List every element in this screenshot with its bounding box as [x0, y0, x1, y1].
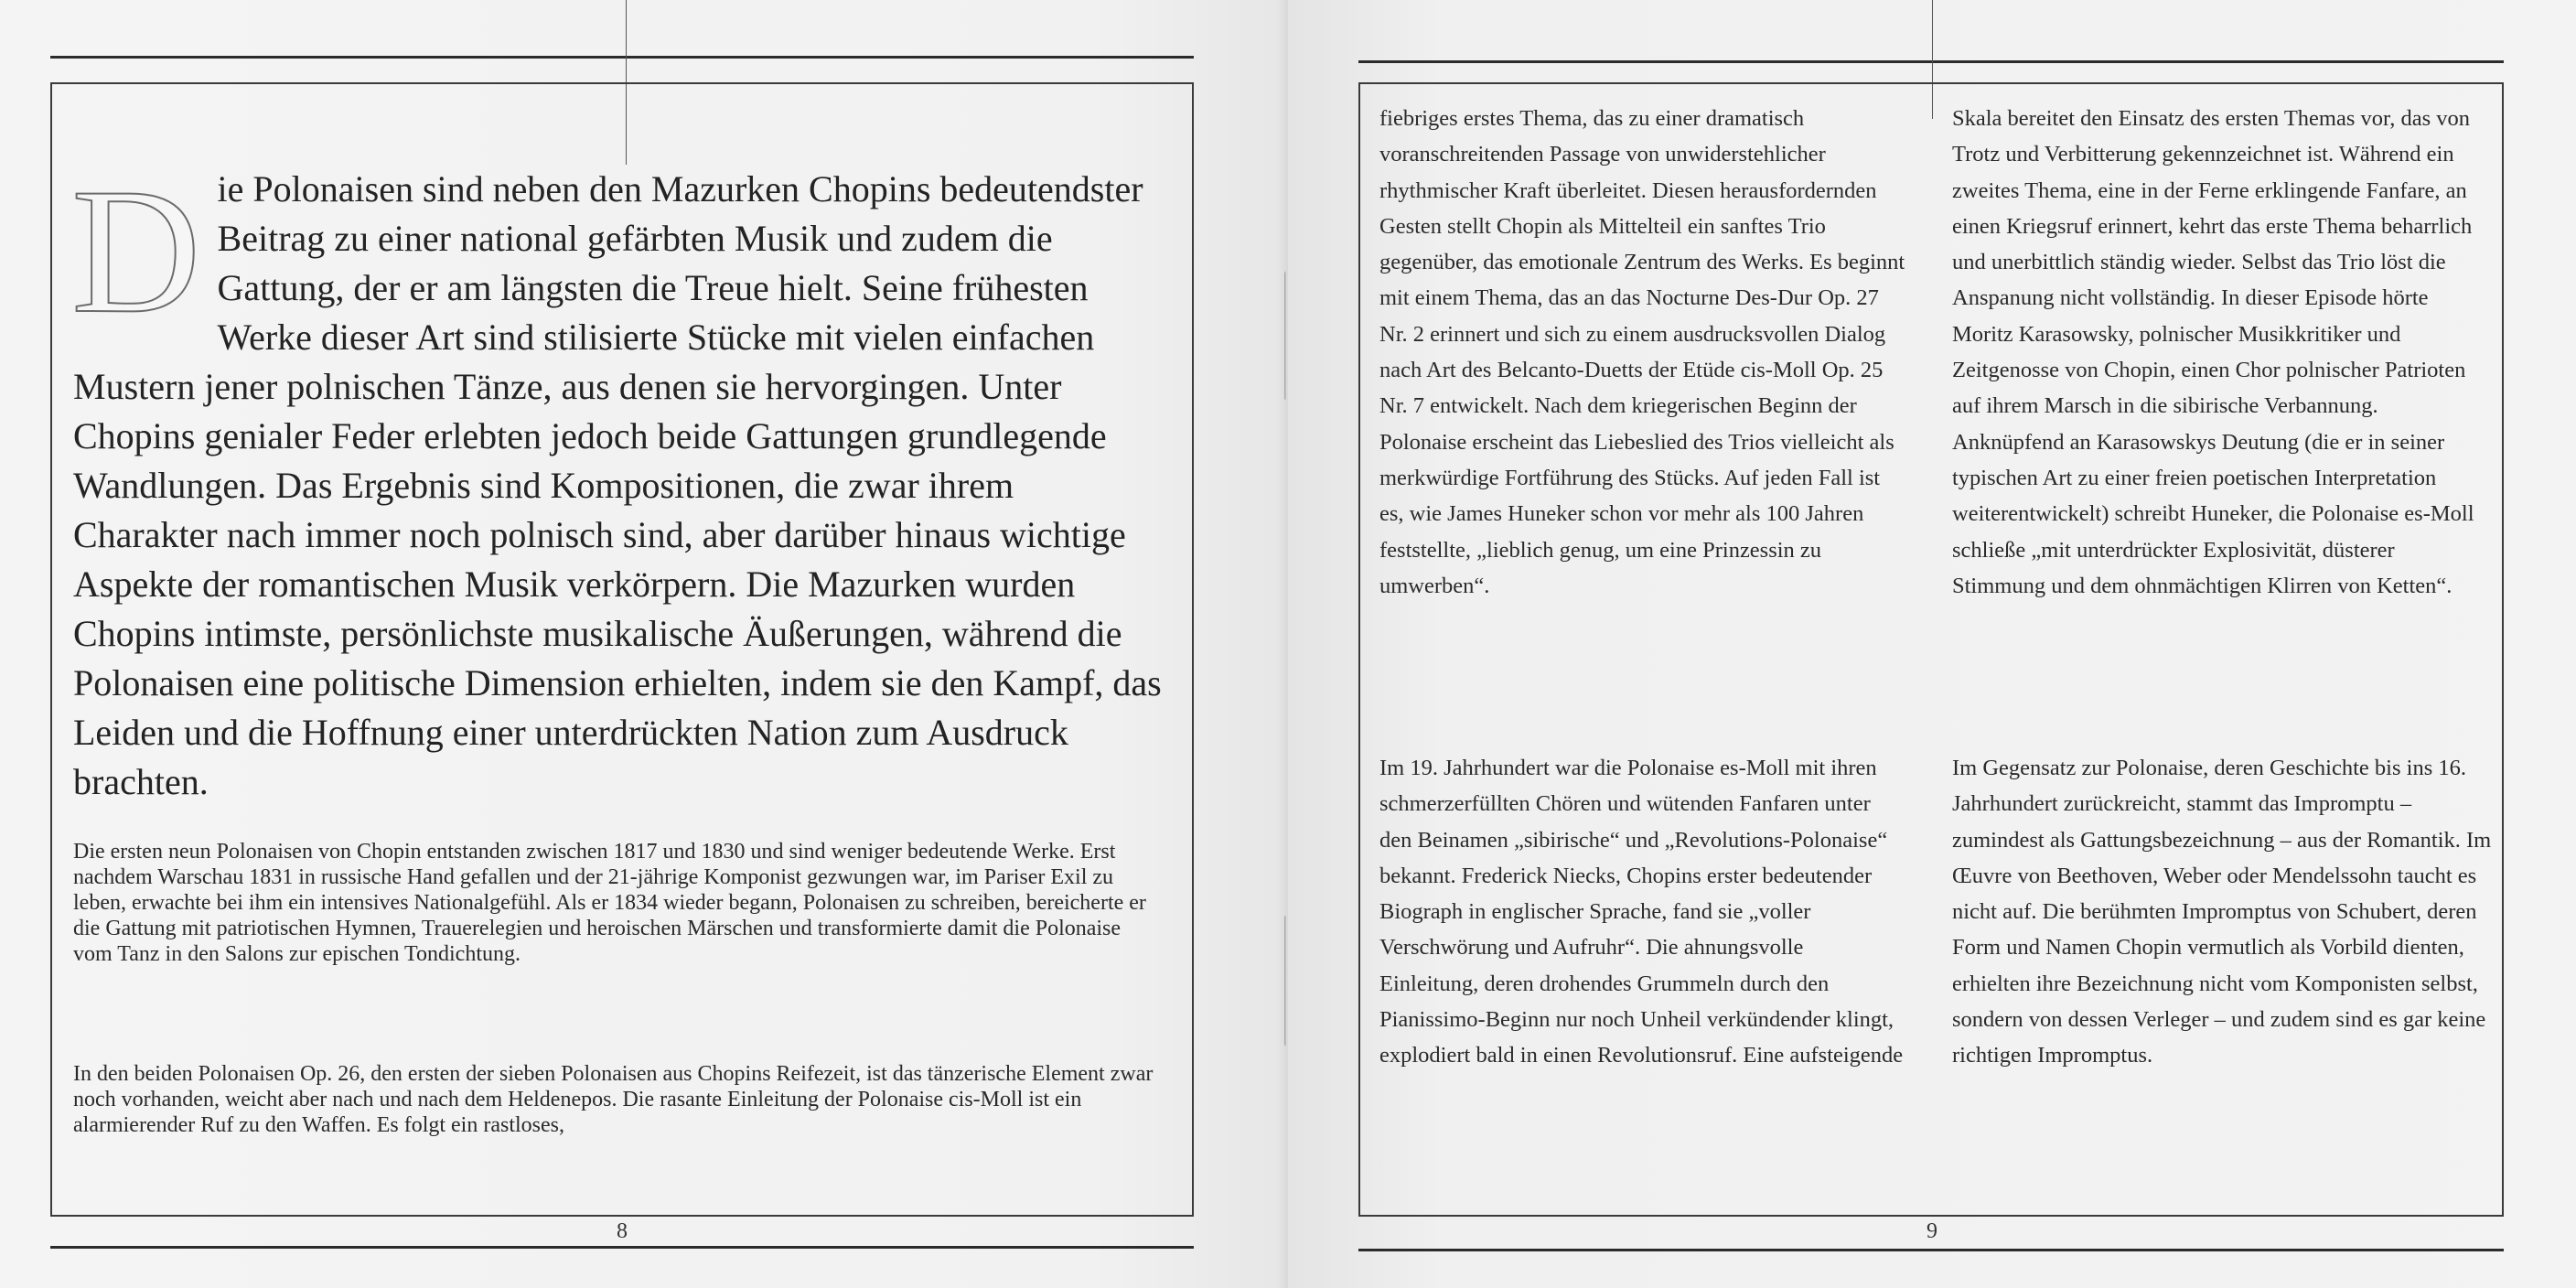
intro-paragraph	[71, 152, 1164, 807]
intro-text: ie Polonaisen sind neben den Mazurken Chopins bedeutendster Beitrag zu einer national gefärbten Musik und zudem die Gattung, der er am längsten die Treue hielt. Seine frühesten Werke dieser Art sind stilisierte Stücke mit vielen einfachen Mustern jener polnischen Tänze, aus denen sie hervorgingen. Unter Chopins genialer Feder erlebten jedoch beide Gattungen grundlegende Wandlungen. Das Ergebnis sind Kompositionen, die zwar ihrem Charakter nach immer noch polnisch sind, aber darüber hinaus wichtige Aspekte der romantischen Musik verkörpern. Die Mazurken wurden Chopins intimste, persönlichste musikalische Äußerungen, während die Polonaisen eine politische Dimension erhielten, indem sie den Kampf, das Leiden und die Hoffnung einer unterdrückten Nation zum Ausdruck brachten.	[73, 168, 1162, 802]
top-rule-left	[50, 56, 1194, 59]
top-rule-right	[1358, 60, 2504, 63]
body-paragraph-2: In den beiden Polonaisen Op. 26, den ersten der sieben Polonaisen aus Chopins Reifezeit, ist das tänzerische Element zwar noch vorhanden, weicht aber nach und nach dem Heldenepos. Die rasante Einleitung der Polonaise cis-Moll ist ein alarmierender Ruf zu den Waffen. Es folgt ein rastloses,	[73, 1062, 1154, 1137]
page-number-right: 9	[1927, 1219, 1937, 1243]
page-number-left: 8	[617, 1219, 628, 1243]
drop-cap-letter: D	[71, 152, 201, 350]
right-page	[1288, 0, 2576, 1288]
body-paragraph-1: Die ersten neun Polonaisen von Chopin entstanden zwischen 1817 und 1830 und sind weniger bedeutende Werke. Erst nachdem Warschau 1831 in russische Hand gefallen und der 21-jährige Komponist gezwungen war, im Pariser Exil zu leben, erwachte bei ihm ein intensives Nationalgefühl. Als er 1834 wieder begann, Polonaisen zu schreiben, bereicherte er die Gattung mit patriotischen Hymnen, Trauerelegien und heroischen Märschen und transformierte damit die Polonaise vom Tanz in den Salons zur epischen Tondichtung.	[73, 840, 1146, 966]
column2-paragraph-2: Im Gegensatz zur Polonaise, deren Geschichte bis ins 16. Jahrhundert zurückreicht, stammt das Impromptu – zumindest als Gattungsbezeichnung – aus der Romantik. Im Œuvre von Beethoven, Weber oder Mendelssohn taucht es nicht auf. Die berühmten Impromptus von Schubert, deren Form und Namen Chopin vermutlich als Vorbild dienten, erhielten ihre Bezeichnung nicht vom Komponisten selbst, sondern von dessen Verleger – und zudem sind es gar keine richtigen Impromptus.	[1952, 756, 2492, 1068]
column1-paragraph-1: fiebriges erstes Thema, das zu einer dramatisch voranschreitenden Passage von unwiderstehlicher rhythmischer Kraft überleitet. Diesen herausfordernden Gesten stellt Chopin als Mittelteil ein sanftes Trio gegenüber, das emotionale Zentrum des Werks. Es beginnt mit einem Thema, das an das Nocturne Des-Dur Op. 27 Nr. 2 erinnert und sich zu einem ausdrucksvollen Dialog nach Art des Belcanto-Duetts der Etüde cis-Moll Op. 25 Nr. 7 entwickelt. Nach dem kriegerischen Beginn der Polonaise erscheint das Liebeslied des Trios vielleicht als merkwürdige Fortführung des Stücks. Auf jeden Fall ist es, wie James Huneker schon vor mehr als 100 Jahren feststellte, „lieblich genug, um eine Prinzessin zu umwerben“.	[1379, 106, 1905, 598]
bottom-rule-right	[1358, 1249, 2504, 1251]
bottom-rule-left	[50, 1246, 1194, 1249]
column2-paragraph-1: Skala bereitet den Einsatz des ersten Themas vor, das von Trotz und Verbitterung gekennzeichnet ist. Während ein zweites Thema, eine in der Ferne erklingende Fanfare, an einen Kriegsruf erinnert, kehrt das erste Thema beharrlich und unerbittlich ständig wieder. Selbst das Trio löst die Anspanung nicht vollständig. In dieser Episode hörte Moritz Karasowsky, polnischer Musikkritiker und Zeitgenosse von Chopin, einen Chor polnischer Patrioten auf ihrem Marsch in die sibirische Verbannung. Anknüpfend an Karasowskys Deutung (die er in seiner typischen Art zu einer freien poetischen Interpretation weiterentwickelt) schreibt Huneker, die Polonaise es-Moll schließe „mit unterdrückter Explosivität, düsterer Stimmung und dem ohnmächtigen Klirren von Ketten“.	[1952, 106, 2474, 598]
column1-paragraph-2: Im 19. Jahrhundert war die Polonaise es-Moll mit ihren schmerzerfüllten Chören und wütenden Fanfaren unter den Beinamen „sibirische“ und „Revolutions-Polonaise“ bekannt. Frederick Niecks, Chopins erster bedeutender Biograph in englischer Sprache, fand sie „voller Verschwörung und Aufruhr“. Die ahnungsvolle Einleitung, deren drohendes Grummeln durch den Pianissimo-Beginn nur noch Unheil verkündender klingt, explodiert bald in einen Revolutionsruf. Eine aufsteigende	[1379, 756, 1904, 1068]
